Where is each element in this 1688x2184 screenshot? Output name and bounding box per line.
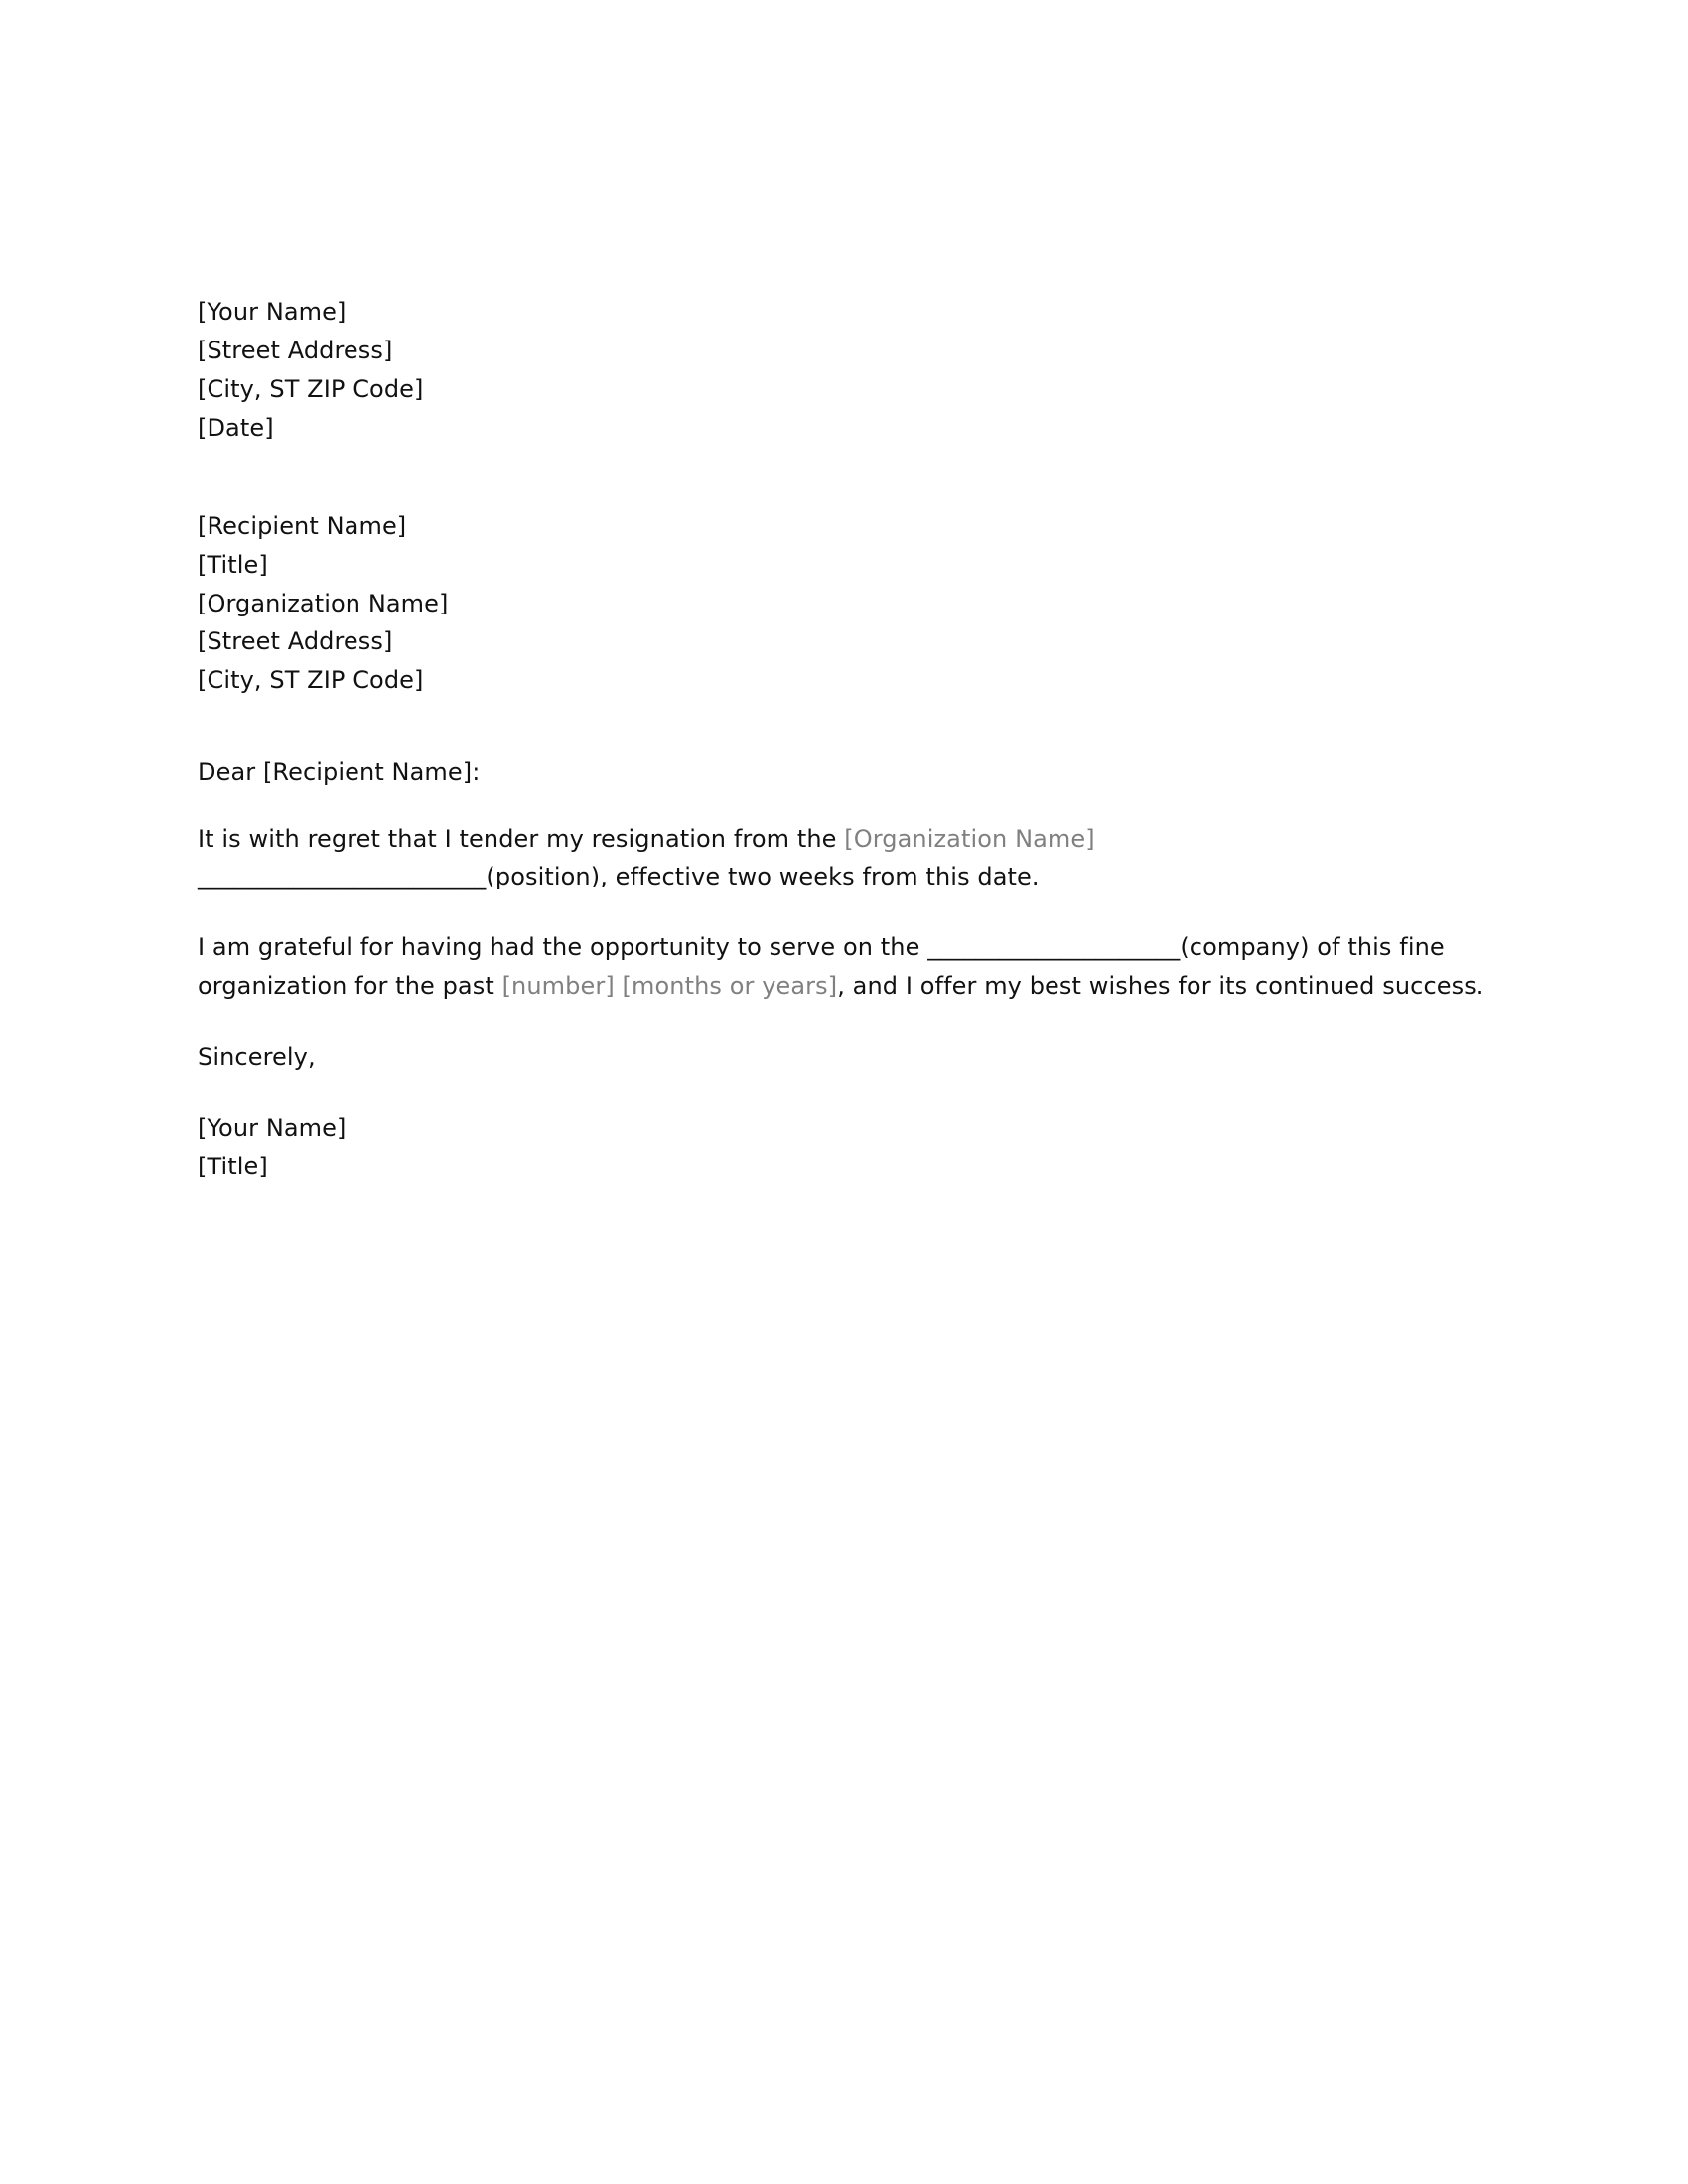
salutation: Dear [Recipient Name]: — [198, 758, 481, 786]
paragraph-2-line-1 — [198, 928, 1445, 966]
recipient-title: [Title] — [198, 551, 268, 579]
recipient-organization: [Organization Name] — [198, 590, 449, 617]
paragraph-2-line-2 — [198, 967, 1484, 1005]
recipient-city: [City, ST ZIP Code] — [198, 666, 424, 694]
paragraph-2-text-end: , and I offer my best wishes for its continued success. — [837, 972, 1484, 1000]
period-placeholder: [months or years] — [622, 972, 838, 1000]
organization-name-placeholder: [Organization Name] — [844, 825, 1095, 853]
signature-name: [Your Name] — [198, 1114, 347, 1142]
paragraph-1-text-2: (position), effective two weeks from this date. — [486, 863, 1040, 890]
paragraph-2-text-before: organization for the past — [198, 972, 502, 1000]
paragraph-1-text: It is with regret that I tender my resignation from the — [198, 825, 845, 853]
sender-street: [Street Address] — [198, 337, 393, 364]
recipient-street: [Street Address] — [198, 627, 393, 655]
paragraph-1-line-2 — [198, 858, 1040, 895]
recipient-name: [Recipient Name] — [198, 512, 407, 540]
paragraph-1-line-1 — [198, 820, 1095, 858]
signature-title: [Title] — [198, 1153, 268, 1180]
sender-city: [City, ST ZIP Code] — [198, 375, 424, 403]
sender-name: [Your Name] — [198, 298, 347, 326]
letter-date: [Date] — [198, 414, 274, 442]
company-blank: _____________________ — [927, 933, 1181, 961]
closing: Sincerely, — [198, 1043, 316, 1071]
space — [615, 972, 623, 1000]
position-blank: ________________________ — [198, 863, 487, 890]
paragraph-2-text: I am grateful for having had the opportunity to serve on the — [198, 933, 928, 961]
paragraph-2-text-after: (company) of this fine — [1180, 933, 1445, 961]
number-placeholder: [number] — [501, 972, 615, 1000]
